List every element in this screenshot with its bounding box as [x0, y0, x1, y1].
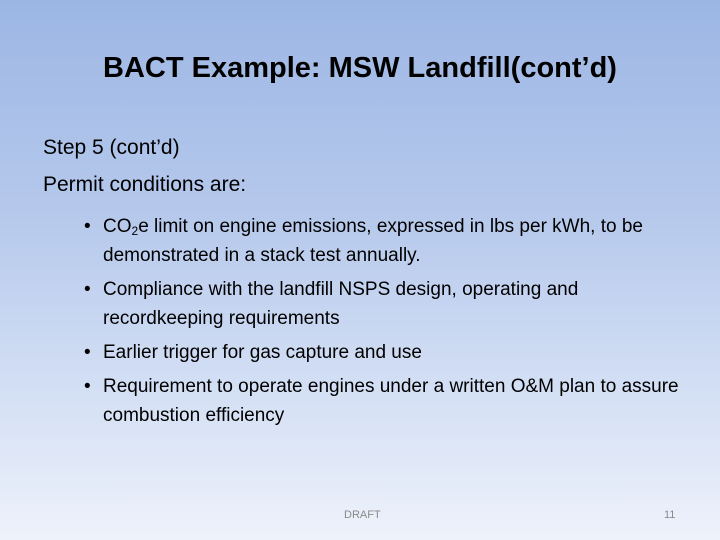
list-item [84, 275, 684, 333]
draft-label: DRAFT [344, 509, 381, 521]
list-item [84, 212, 684, 270]
permit-conditions-list [84, 212, 684, 435]
page-number: 11 [664, 509, 676, 521]
list-item-text: e limit on engine emissions, expressed in lbs per kWh, to be demonstrated in a stack test annually. [103, 216, 643, 266]
list-item-text: Compliance with the landfill NSPS design, operating and recordkeeping requirements [103, 279, 579, 329]
list-item [84, 372, 684, 430]
bullet-icon: • [84, 342, 91, 363]
list-item-text: Earlier trigger for gas capture and use [103, 342, 422, 363]
slide-title: BACT Example: MSW Landfill(cont’d) [103, 52, 617, 84]
list-item [84, 338, 684, 367]
intro-text: Permit conditions are: [43, 173, 247, 196]
list-item-text: Requirement to operate engines under a written O&M plan to assure combustion efficiency [103, 376, 679, 426]
co2-text: CO [103, 216, 132, 237]
bullet-icon: • [84, 376, 91, 397]
bullet-icon: • [84, 216, 91, 237]
step-heading: Step 5 (cont’d) [43, 136, 180, 159]
subscript-2: 2 [131, 224, 139, 238]
bullet-icon: • [84, 279, 91, 300]
